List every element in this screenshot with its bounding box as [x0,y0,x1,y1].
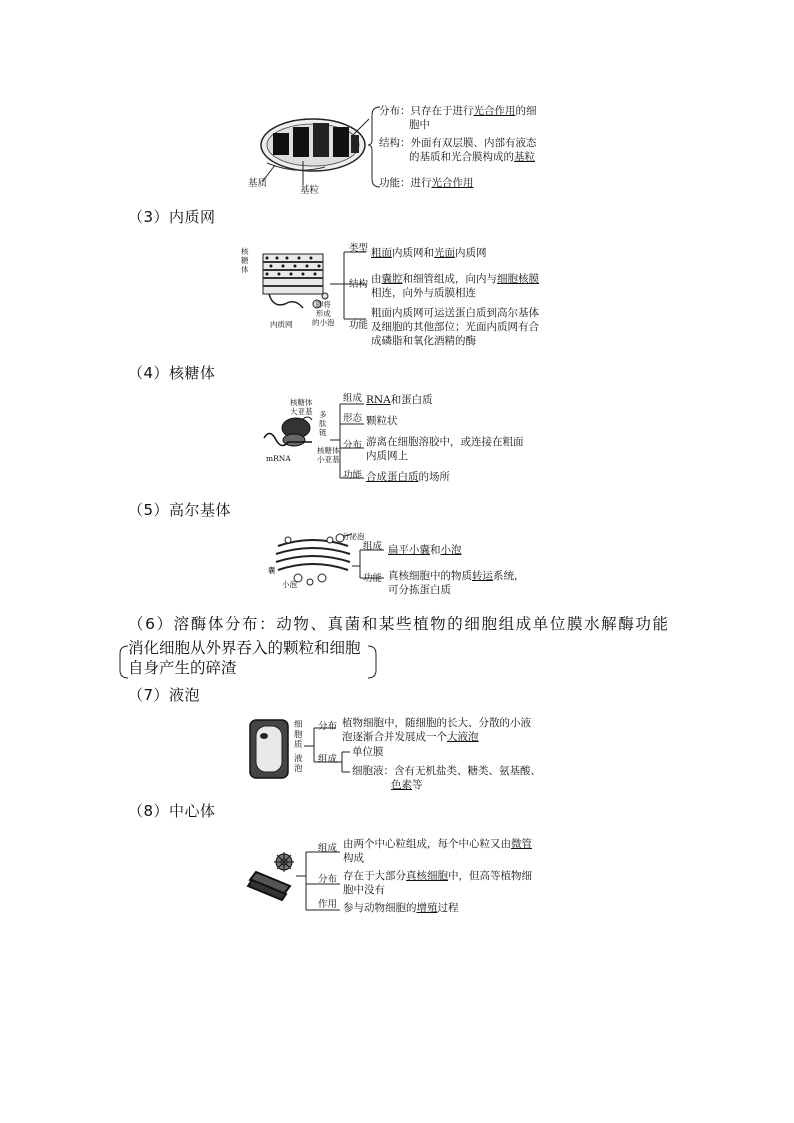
chloroplast-gongneng: 功能：进行光合作用 [379,177,474,189]
vacuole-fenbu-label: 分布 [318,721,338,732]
ribosome-illustration [262,410,322,460]
ribosome-zucheng: RNA和蛋白质 [366,394,433,406]
golgi-label-top: 分泌泡 [342,532,365,541]
er-jiegou-label: 结构 [349,279,369,290]
vacuole-fenbu-1: 植物细胞中，随细胞的长大、分散的小液 [342,717,531,729]
er-leixing-label: 类型 [349,243,369,254]
vacuole-zucheng-2: 细胞液：含有无机盐类、糖类、氨基酸、 [352,765,541,777]
chloroplast-fenbu-2: 胞中 [409,119,430,131]
heading-golgi: （5）高尔基体 [128,501,232,519]
lysosome-line-1: （6）溶酶体分布：动物、真菌和某些植物的细胞组成单位膜水解酶功能 [128,615,670,633]
vacuole-zucheng-label: 组成 [318,754,338,765]
centrosome-fenbu-label: 分布 [318,874,338,885]
label-jizhi: 基质 [248,178,268,189]
er-leixing: 粗面内质网和光面内质网 [371,247,487,259]
golgi-zucheng: 扁平小囊和小泡 [388,544,462,556]
vacuole-illustration [248,718,292,780]
heading-ribosome: （4）核糖体 [128,364,216,382]
ribosome-xingtai: 颗粒状 [366,415,398,427]
ribosome-gongneng: 合成蛋白质的场所 [366,471,450,483]
er-jiegou-2: 相连，向外与质膜相连 [371,287,476,299]
centrosome-zuoyong-label: 作用 [318,899,338,910]
label-jili: 基粒 [300,185,320,196]
er-gongneng-label: 功能 [349,320,369,331]
er-label-hetangti: 核 糖 体 [241,247,249,274]
heading-er: （3）内质网 [128,208,216,226]
er-jiegou-1: 由囊腔和细管组成，向内与细胞核膜 [371,273,539,285]
ribosome-label-small: 核糖体 小亚基 [317,446,340,464]
vacuole-label-cell: 细 胞 质 [294,720,303,750]
vacuole-label-vac: 液 泡 [294,754,303,774]
golgi-gongneng-label: 功能 [363,573,383,584]
ribosome-label-mrna: mRNA [266,454,291,463]
centrosome-zuoyong: 参与动物细胞的增殖过程 [343,902,459,914]
ribosome-gongneng-label: 功能 [343,470,363,481]
chloroplast-jiegou: 结构：外面有双层膜、内部有液态 [379,137,537,149]
ribosome-label-peptide: 多 肽 链 [319,410,327,437]
golgi-label-bottom: 小泡 [282,580,297,589]
ribosome-fenbu-label: 分布 [343,440,363,451]
ribosome-fenbu-2: 内质网上 [366,450,408,462]
er-label-neizhiwang: 内质网 [270,320,293,329]
centrosome-zucheng-2: 构成 [343,852,364,864]
er-label-xiaopao: 即将 形成 的小泡 [312,300,335,327]
golgi-gongneng-1: 真核细胞中的物质转运系统， [388,570,525,582]
ribosome-fenbu-1: 游离在细胞溶胶中，或连接在粗面 [366,436,524,448]
chloroplast-fenbu: 分布：只存在于进行光合作用的细 [379,105,537,117]
er-gongneng-2: 及细胞的其他部位；光面内质网有合 [371,321,539,333]
ribosome-label-big: 核糖体 大亚基 [290,398,313,416]
golgi-label-left: 囊 [268,566,276,575]
golgi-zucheng-label: 组成 [363,541,383,552]
lysosome-line-2: 消化细胞从外界吞入的颗粒和细胞 [128,639,361,657]
lysosome-line-3: 自身产生的碎渣 [128,659,237,677]
vacuole-zucheng-3: 色素等 [391,779,423,791]
heading-vacuole: （7）液泡 [128,686,201,704]
er-gongneng-3: 成磷脂和氧化酒精的酶 [371,335,476,347]
ribosome-xingtai-label: 形态 [343,413,363,424]
centrosome-zucheng-label: 组成 [318,843,338,854]
centrosome-fenbu-1: 存在于大部分真核细胞中，但高等植物细 [343,870,532,882]
centrosome-zucheng-1: 由两个中心粒组成，每个中心粒又由微管 [343,838,532,850]
centrosome-fenbu-2: 胞中没有 [343,884,385,896]
vacuole-zucheng-1: 单位膜 [352,746,384,758]
heading-centrosome: （8）中心体 [128,802,216,820]
chloroplast-jiegou-2: 的基质和光合膜构成的基粒 [409,151,535,163]
golgi-gongneng-2: 可分拣蛋白质 [388,584,451,596]
centrosome-illustration [244,850,300,902]
ribosome-zucheng-label: 组成 [343,393,363,404]
vacuole-fenbu-2: 泡逐渐合并发展成一个大液泡 [342,731,479,743]
er-gongneng-1: 粗面内质网可运送蛋白质到高尔基体 [371,307,539,319]
